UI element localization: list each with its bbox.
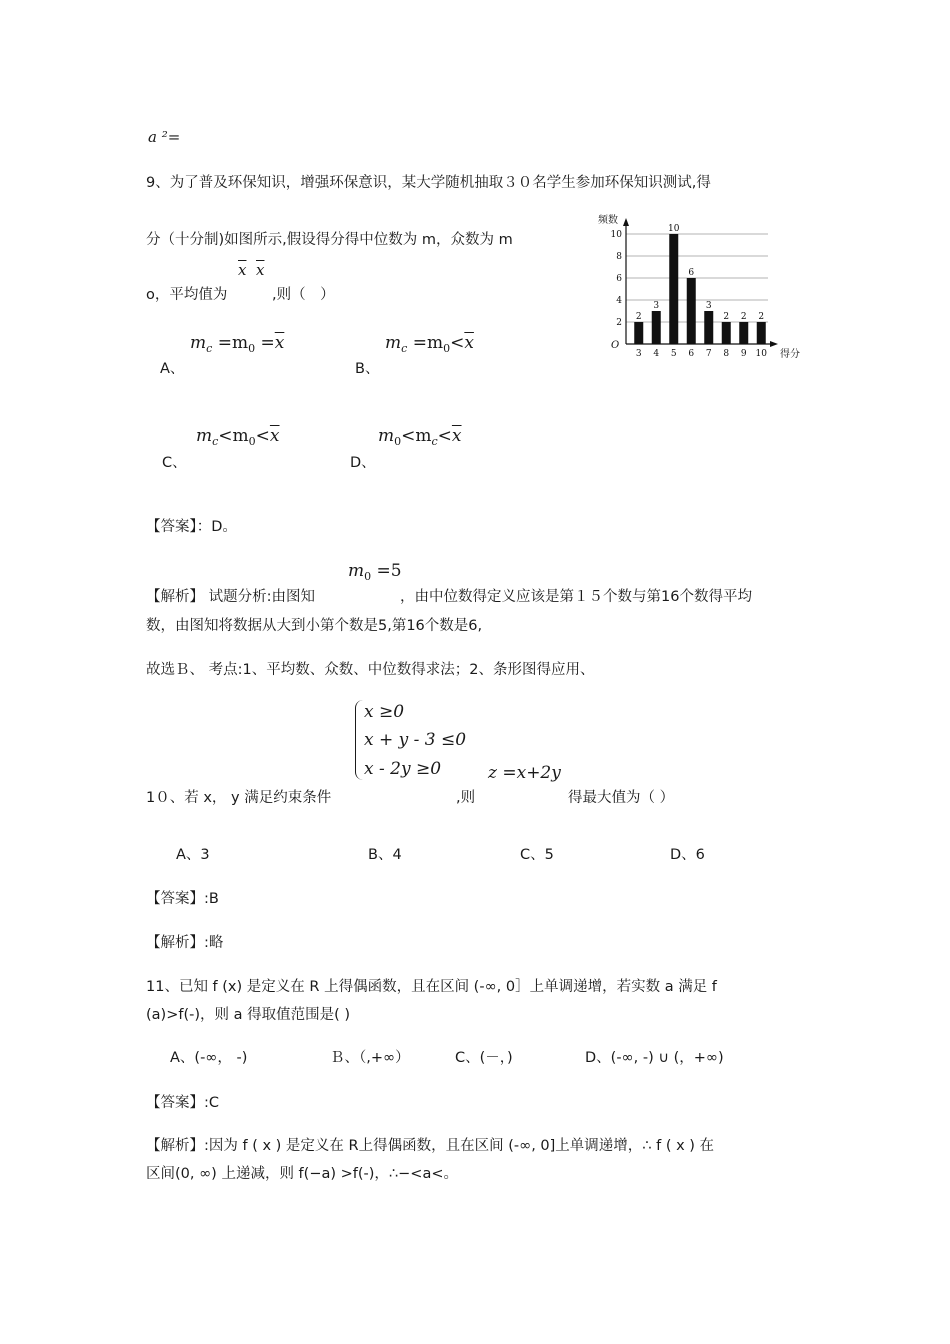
chart-y-ticks [611,230,623,328]
chart-y-tick-label: 2 [616,318,622,328]
q10-option-a[interactable]: A、3 [176,847,210,863]
chart-bar [652,311,661,344]
chart-value-label: 2 [758,312,765,322]
q10-option-c[interactable]: C、5 [520,847,554,863]
q9-stem-line2: 分（十分制)如图所示,假设得分得中位数为 m，众数为 m [146,232,513,248]
q9-option-d-label[interactable]: D、 [350,455,376,471]
constraint-brace [355,700,364,780]
chart-origin-label: O [611,340,620,351]
q9-analysis-line1a: 【解析】 试题分析:由图知 [146,589,315,605]
chart-xlabel: 得分 [780,349,800,360]
chart-x-tick-label: 3 [635,349,642,359]
chart-ylabel: 频数 [598,215,618,226]
chart-value-label: 3 [705,301,712,311]
q9-xbar-2: $\overline{x}$ [256,261,265,279]
q10-constraint-3: x - 2y ≥0 [364,759,442,779]
chart-bar [722,322,731,344]
q11-analysis-line2: 区间(0, ∞) 上递减，则 f(−a) >f(-)，∴−<a<。 [146,1166,458,1182]
q9-option-a-label[interactable]: A、 [160,361,185,377]
q10-stem-b: ,则 [456,790,476,806]
chart-value-label: 10 [668,224,680,234]
chart-x-tick-label: 7 [705,349,712,359]
chart-x-tick-label: 5 [670,349,677,359]
top-expression: a ²= [148,128,181,146]
chart-x-tick-label: 6 [688,349,695,359]
chart-bar [739,322,748,344]
q10-stem-c: 得最大值为（ ） [568,790,675,806]
chart-y-tick-label: 4 [616,296,622,306]
q9-analysis-expr: $m_0 =5$ [348,561,402,583]
q9-answer: 【答案】：D。 [146,519,237,535]
chart-bar [704,311,713,344]
q10-option-b[interactable]: B、4 [368,847,402,863]
chart-bar [757,322,766,344]
chart-x-tick-label: 10 [755,349,767,359]
q9-option-a-expr: $m_c =m_0 =\overline{x}$ [190,333,285,355]
q9-frequency-bar-chart [598,214,813,364]
q9-option-d-expr: $m_0<m_c<\overline{x}$ [378,426,462,448]
chart-value-label: 2 [723,312,730,322]
chart-y-arrow [623,218,629,226]
q10-constraint-2: x + y - 3 ≤0 [364,730,467,750]
q10-constraint-1: x ≥0 [364,702,405,722]
q11-analysis-line1: 【解析】:因为 f ( x ) 是定义在 R上得偶函数，且在区间 (-∞, 0]上单调递增，∴ f ( x ) 在 [146,1138,715,1154]
chart-value-label: 3 [653,301,660,311]
q10-analysis: 【解析】:略 [146,935,224,951]
q10-objective: z =x+2y [488,763,561,783]
chart-bar [634,322,643,344]
q11-answer: 【答案】:C [146,1095,220,1111]
q9-option-b-label[interactable]: B、 [355,361,380,377]
q11-stem-line2: (a)>f(-)，则 a 得取值范围是( ) [146,1007,351,1023]
chart-value-label: 2 [740,312,747,322]
chart-value-label: 6 [688,268,695,278]
q11-stem-line1: 11、已知 f (x) 是定义在 R 上得偶函数，且在区间 (-∞, 0］上单调递增，若实数 a 满足 f [146,979,717,995]
chart-bars [634,234,766,344]
chart-bar [669,234,678,344]
chart-value-label: 2 [635,312,642,322]
chart-x-tick-label: 8 [723,349,730,359]
chart-x-ticks [636,349,767,359]
chart-gridlines [626,234,768,322]
chart-y-tick-label: 6 [616,274,622,284]
q9-stem-line1: 9、为了普及环保知识，增强环保意识，某大学随机抽取３０名学生参加环保知识测试,得 [146,175,711,191]
chart-x-arrow [770,341,778,347]
q9-stem-line3b: ,则（ ） [272,287,335,303]
chart-y-tick-label: 10 [610,230,622,240]
chart-value-labels [636,224,764,322]
q9-analysis-line1b: ，由中位数得定义应该是第１５个数与第16个数得平均 [400,589,752,605]
q10-option-d[interactable]: D、6 [670,847,705,863]
q10-answer: 【答案】:B [146,891,219,907]
q9-xbar-1: $\overline{x}$ [238,261,247,279]
q11-option-a[interactable]: A、(-∞， -) [170,1050,248,1066]
q9-stem-line3a: o，平均值为 [146,287,228,303]
q9-option-c-expr: $m_c<m_0<\overline{x}$ [196,426,280,448]
chart-bar [687,278,696,344]
q9-analysis-line3: 故选Ｂ、 考点:1、平均数、众数、中位数得求法；2、条形图得应用、 [146,662,595,678]
q9-analysis-line2: 数，由图知将数据从大到小第个数是5,第16个数是6, [146,618,483,634]
q11-option-c[interactable]: C、(－，) [455,1050,513,1066]
q11-option-d[interactable]: D、(-∞, -) ∪ (，+∞) [585,1050,724,1066]
chart-y-tick-label: 8 [616,252,622,262]
chart-x-tick-label: 9 [740,349,747,359]
q11-option-b[interactable]: Ｂ、（,+∞） [330,1050,410,1066]
q10-stem-a: 1０、若 x， y 满足约束条件 [146,790,332,806]
q9-option-c-label[interactable]: C、 [162,455,187,471]
q9-option-b-expr: $m_c =m_0<\overline{x}$ [385,333,474,355]
chart-x-tick-label: 4 [653,349,660,359]
